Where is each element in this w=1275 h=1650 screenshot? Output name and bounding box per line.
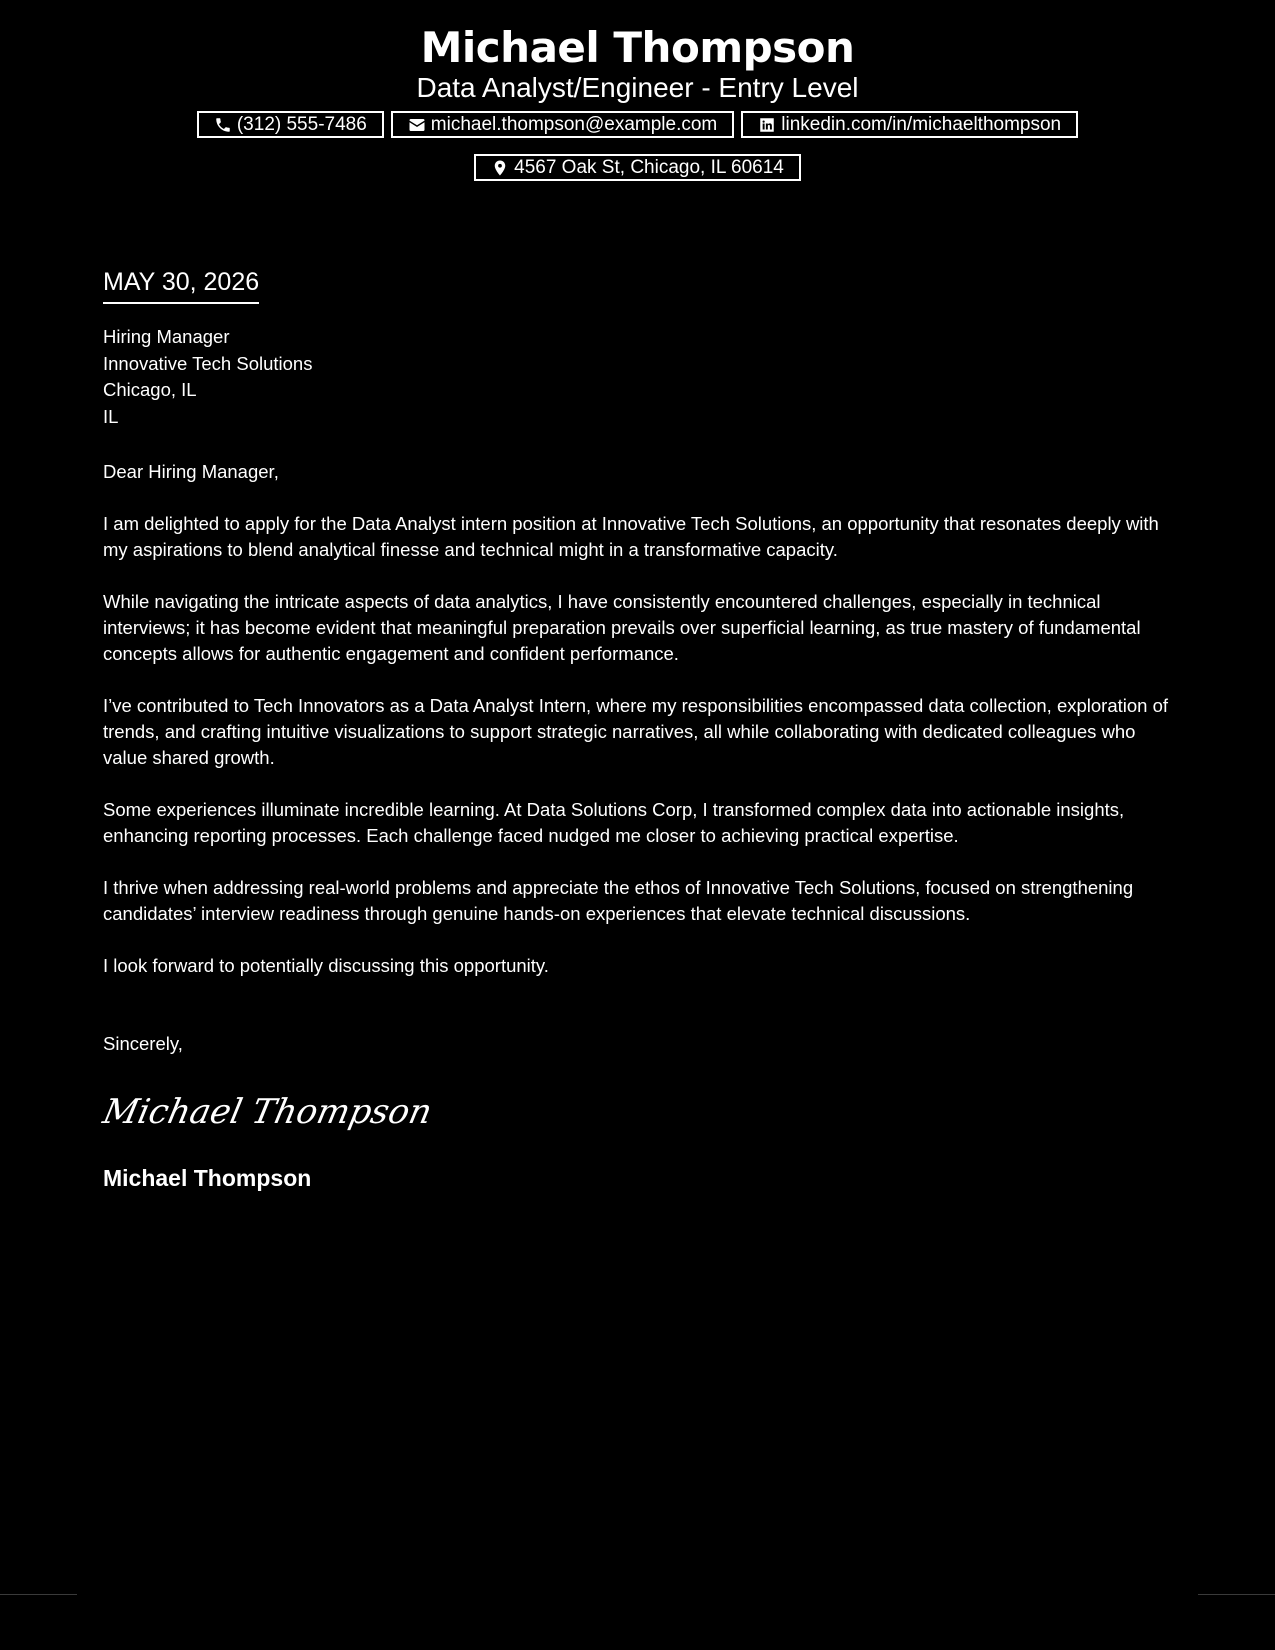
footer-rule-right [1198,1594,1275,1595]
signed-name: Michael Thompson [103,1165,312,1191]
phone-number: (312) 555-7486 [236,114,367,135]
handwritten-signature [99,1087,1173,1137]
street-address: 4567 Oak St, Chicago, IL 60614 [514,157,784,178]
footer-rule-left [0,1594,77,1595]
letter-body [99,265,1173,1193]
body-paragraph: While navigating the intricate aspects of data analytics, I have consistently encountered challenges, especially in technical interviews; it has become evident that meaningful preparation prevails over superficial learning, as true mastery of fundamental concepts allows for authentic engagement and confident performance. [103,591,1141,664]
linkedin-url: linkedin.com/in/michaelthompson [781,114,1062,135]
body-paragraph: I look forward to potentially discussing this opportunity. [103,955,549,976]
body-paragraph: I thrive when addressing real-world problems and appreciate the ethos of Innovative Tech Solutions, focused on strengthening candidates’ interview readiness through genuine hands-on experiences that elevate technical discussions. [103,877,1134,924]
signature-glyphs: Michael Thompson [99,1092,436,1132]
body-paragraph: I’ve contributed to Tech Innovators as a Data Analyst Intern, where my responsibilities encompassed data collection, exploration of trends, and crafting intuitive visualizations to support strategic narratives, all while collaborating with dedicated colleagues who value shared growth. [103,695,1169,768]
map-pin-icon [491,159,509,177]
contact-address[interactable] [474,154,801,181]
recipient-line: Hiring Manager [103,326,230,347]
contact-linkedin[interactable] [741,111,1078,138]
body-paragraph: I am delighted to apply for the Data Analyst intern position at Innovative Tech Solutions, an opportunity that resonates deeply with my aspirations to blend analytical finesse and technical might in a transformative capacity. [103,513,1159,560]
letter-date: MAY 30, 2026 [103,265,259,304]
salutation: Dear Hiring Manager, [103,461,279,482]
linkedin-icon [758,116,776,134]
recipient-line: Chicago, IL [103,379,197,400]
email-address: michael.thompson@example.com [430,114,718,135]
job-title: Data Analyst/Engineer - Entry Level [416,72,859,103]
phone-icon [214,116,232,134]
letterhead [0,22,1275,181]
recipient-block [103,324,1173,430]
body-paragraph: Some experiences illuminate incredible learning. At Data Solutions Corp, I transformed complex data into actionable insights, enhancing reporting processes. Each challenge faced nudged me closer to achieving practical expertise. [103,799,1125,846]
recipient-line: IL [103,405,119,427]
contact-list [0,111,1275,181]
recipient-line: Innovative Tech Solutions [103,352,313,374]
envelope-icon [408,116,426,134]
closing: Sincerely, [103,1033,183,1054]
applicant-name: Michael Thompson [420,23,855,72]
contact-phone[interactable] [197,111,384,138]
contact-email[interactable] [391,111,734,138]
